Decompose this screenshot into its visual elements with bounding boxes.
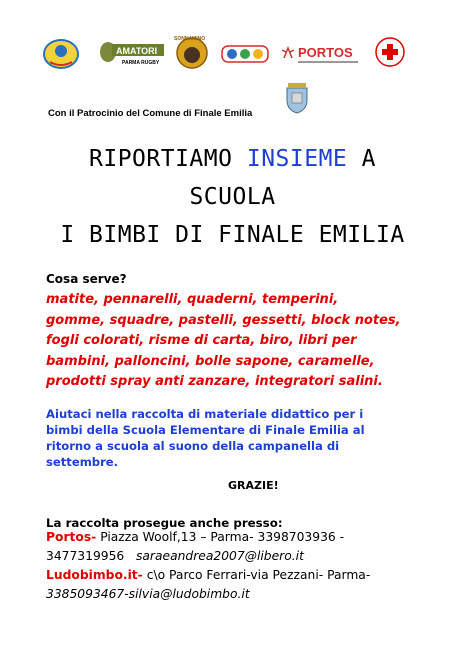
ludobimbo-address: c\o Parco Ferrari-via Pezzani- Parma- xyxy=(142,568,371,582)
headline-line-1: RIPORTIAMO INSIEME A xyxy=(89,146,376,172)
appeal-line: Aiutaci nella raccolta di materiale didattico per i xyxy=(46,407,364,421)
colorful-logo xyxy=(220,42,270,66)
portos-email[interactable]: saraeandrea2007@libero.it xyxy=(135,549,304,563)
svg-text:SONNAMINO: SONNAMINO xyxy=(174,36,206,42)
appeal-text xyxy=(46,406,421,470)
thanks-text: GRAZIE! xyxy=(228,479,279,492)
appeal-line: bimbi della Scuola Elementare di Finale Emilia al xyxy=(46,423,365,437)
portos-phone: 3477319956 xyxy=(46,549,125,563)
portos-logo xyxy=(280,42,366,68)
items-line: matite, pennarelli, quaderni, temperini, xyxy=(46,292,339,307)
sonnamino-logo xyxy=(172,34,212,70)
svg-text:AMATORI: AMATORI xyxy=(116,46,158,56)
items-line: gomme, squadre, pastelli, gessetti, block notes, xyxy=(46,312,401,328)
patronage-text: Con il Patrocinio del Comune di Finale Emilia xyxy=(48,108,253,119)
items-list xyxy=(46,290,441,393)
appeal-line: settembre. xyxy=(46,455,119,469)
question-text: Cosa serve? xyxy=(46,272,127,286)
items-line: fogli colorati, risme di carta, biro, libri per xyxy=(46,333,357,348)
patronage xyxy=(48,82,388,122)
headline-line-3: I BIMBI DI FINALE EMILIA xyxy=(60,222,405,248)
portos-contact-line-2 xyxy=(46,547,304,566)
collection-also-text: La raccolta prosegue anche presso: xyxy=(46,516,283,530)
ludobimbo-contact-line-2 xyxy=(46,585,250,604)
items-line: prodotti spray anti zanzare, integratori salini. xyxy=(46,374,383,389)
headline-highlight: INSIEME xyxy=(246,146,348,172)
red-cross-logo xyxy=(374,36,406,68)
portos-address: Piazza Woolf,13 – Parma- 3398703936 - xyxy=(96,530,345,544)
headline-line-2: SCUOLA xyxy=(189,184,276,210)
sponsor-logos xyxy=(40,34,425,74)
items-line: bambini, palloncini, bolle sapone, caramelle, xyxy=(46,353,375,369)
appeal-line: ritorno a scuola al suono della campanella di xyxy=(46,439,340,453)
comune-crest-logo xyxy=(284,82,310,114)
svg-text:PARMA RUGBY: PARMA RUGBY xyxy=(122,60,160,66)
portos-contact-line-1 xyxy=(46,528,344,547)
svg-text:PORTOS: PORTOS xyxy=(298,45,353,60)
amatori-parma-rugby-logo xyxy=(98,40,166,68)
association-logo xyxy=(42,38,80,70)
ludobimbo-name: Ludobimbo.it- xyxy=(46,568,143,582)
ludobimbo-phone-email[interactable]: 3385093467-silvia@ludobimbo.it xyxy=(46,587,250,601)
ludobimbo-contact-line-1 xyxy=(46,566,370,585)
portos-name: Portos- xyxy=(46,530,97,544)
